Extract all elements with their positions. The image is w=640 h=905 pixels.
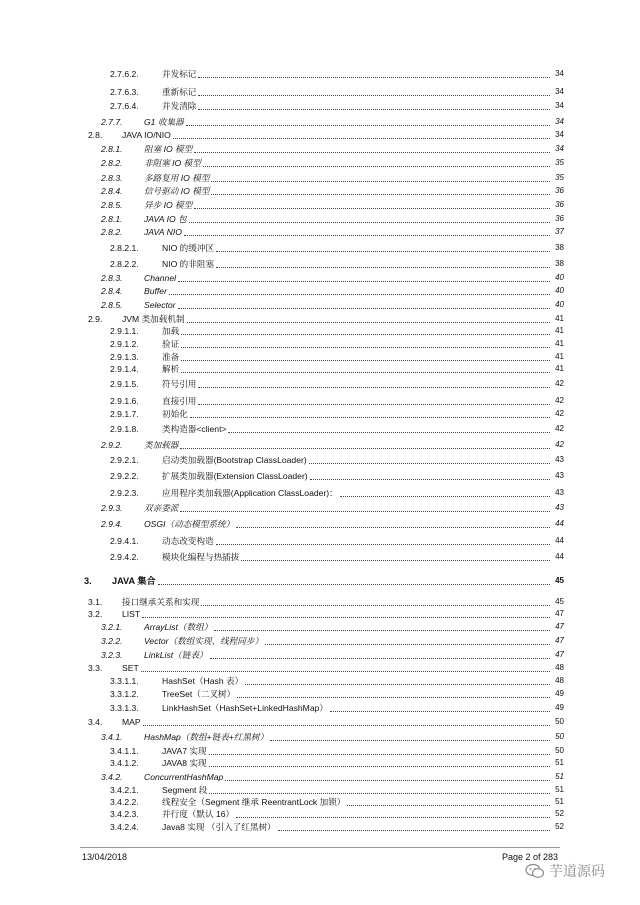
toc-entry-number: 2.7.7. <box>101 117 123 127</box>
toc-entry-number: 2.9.3. <box>101 503 123 513</box>
toc-leader-dots <box>194 140 550 153</box>
toc-entry-number: 2.8.2. <box>101 227 123 237</box>
toc-entry-number: 2.8.5. <box>101 200 123 210</box>
toc-entry-number: 2.8.1. <box>101 214 123 224</box>
toc-entry-number: 2.8.4. <box>101 186 123 196</box>
toc-leader-dots <box>211 169 550 182</box>
toc-entry-number: 2.8. <box>88 130 103 140</box>
toc-entry[interactable] <box>0 226 640 238</box>
toc-entry-title: TreeSet（二叉树） <box>162 689 236 699</box>
toc-entry-number: 2.9. <box>88 314 103 324</box>
wechat-icon <box>525 863 545 879</box>
toc-leader-dots <box>209 754 550 767</box>
toc-entry-title: 阻塞 IO 模型 <box>144 144 193 154</box>
toc-leader-dots <box>169 282 550 295</box>
toc-entry[interactable] <box>0 454 640 466</box>
toc-entry-number: 2.8.5. <box>101 300 123 310</box>
toc-entry-title: NIO 的非阻塞 <box>162 259 215 269</box>
toc-entry-title: 准备 <box>162 352 180 362</box>
toc-entry-title: 加载 <box>162 326 180 336</box>
toc-entry-page: 48 <box>555 663 564 672</box>
toc-entry-number: 2.9.1.1. <box>110 326 139 336</box>
toc-entry-title: JAVA IO/NIO <box>122 130 171 140</box>
toc-entry-number: 2.7.6.2. <box>110 69 139 79</box>
toc-entry-page: 45 <box>555 576 564 585</box>
toc-entry[interactable] <box>0 439 640 451</box>
toc-entry-number: 2.9.1.6. <box>110 396 139 406</box>
toc-entry-page: 38 <box>555 259 564 268</box>
toc-leader-dots <box>173 126 550 139</box>
toc-entry-number: 3.3. <box>88 663 103 673</box>
toc-leader-dots <box>225 768 550 781</box>
toc-entry[interactable] <box>0 716 640 728</box>
toc-entry-number: 3.2. <box>88 609 103 619</box>
toc-entry-page: 49 <box>555 703 564 712</box>
toc-entry[interactable] <box>0 157 640 169</box>
toc-leader-dots <box>214 618 550 631</box>
toc-leader-dots <box>198 65 550 78</box>
toc-entry-number: 2.8.4. <box>101 286 123 296</box>
toc-entry-page: 35 <box>555 158 564 167</box>
toc-entry[interactable] <box>0 518 640 530</box>
toc-entry-title: 扩展类加载器(Extension ClassLoader) <box>162 471 308 481</box>
toc-entry[interactable] <box>0 363 640 375</box>
footer-divider <box>80 847 560 848</box>
toc-leader-dots <box>190 405 550 418</box>
toc-leader-dots <box>310 467 550 480</box>
toc-leader-dots <box>181 335 550 348</box>
toc-entry-title: ConcurrentHashMap <box>144 772 224 782</box>
toc-entry-number: 2.8.3. <box>101 173 123 183</box>
toc-entry-page: 40 <box>555 273 564 282</box>
toc-entry-title: 并发标记 <box>162 69 197 79</box>
toc-entry-number: 3.1. <box>88 597 103 607</box>
toc-entry-number: 2.9.4.1. <box>110 536 139 546</box>
toc-entry-page: 34 <box>555 130 564 139</box>
toc-entry-number: 3.4. <box>88 717 103 727</box>
toc-entry[interactable] <box>0 502 640 514</box>
toc-leader-dots <box>216 255 550 268</box>
toc-entry-page: 48 <box>555 676 564 685</box>
toc-entry-title: JAVA 集合 <box>112 576 156 586</box>
toc-leader-dots <box>194 196 550 209</box>
toc-entry-title: MAP <box>122 717 141 727</box>
toc-leader-dots <box>198 375 550 388</box>
toc-leader-dots <box>241 548 550 561</box>
toc-leader-dots <box>189 210 550 223</box>
toc-entry-page: 40 <box>555 300 564 309</box>
toc-entry-number: 2.9.1.3. <box>110 352 139 362</box>
toc-leader-dots <box>236 805 550 818</box>
toc-entry-number: 3. <box>84 576 92 586</box>
toc-entry-number: 2.9.1.7. <box>110 409 139 419</box>
toc-entry-page: 34 <box>555 101 564 110</box>
toc-leader-dots <box>141 659 550 672</box>
toc-entry-number: 3.4.1.1. <box>110 746 139 756</box>
toc-entry-title: Channel <box>144 273 177 283</box>
toc-entry-title: 接口继承关系和实现 <box>122 597 200 607</box>
toc-entry-page: 36 <box>555 214 564 223</box>
toc-entry-page: 35 <box>555 173 564 182</box>
toc-leader-dots <box>210 646 550 659</box>
toc-entry-number: 2.8.1. <box>101 144 123 154</box>
toc-entry-page: 42 <box>555 379 564 388</box>
toc-leader-dots <box>142 605 550 618</box>
toc-entry-title: Selector <box>144 300 176 310</box>
toc-leader-dots <box>236 515 550 528</box>
toc-leader-dots <box>216 532 550 545</box>
toc-entry-title: JAVA8 实现 <box>162 758 207 768</box>
footer-date: 13/04/2018 <box>82 852 128 862</box>
footer-page-number: Page 2 of 283 <box>501 852 558 862</box>
toc-entry-number: 3.2.2. <box>101 636 123 646</box>
toc-entry[interactable] <box>0 551 640 563</box>
toc-entry[interactable] <box>0 470 640 482</box>
toc-entry-title: HashSet（Hash 表） <box>162 676 244 686</box>
toc-entry-number: 2.9.1.2. <box>110 339 139 349</box>
toc-entry[interactable] <box>0 821 640 833</box>
toc-entry[interactable] <box>0 100 640 112</box>
toc-entry-page: 43 <box>555 503 564 512</box>
toc-entry-number: 2.9.2. <box>101 440 123 450</box>
toc-entry-page: 34 <box>555 144 564 153</box>
toc-entry-title: 重新标记 <box>162 87 197 97</box>
toc-entry-title: 并行度（默认 16） <box>162 809 235 819</box>
toc-entry-number: 3.2.1. <box>101 622 123 632</box>
toc-entry-page: 47 <box>555 622 564 631</box>
toc-leader-dots <box>211 182 550 195</box>
toc-entry-page: 51 <box>555 797 564 806</box>
toc-leader-dots <box>198 392 550 405</box>
toc-leader-dots <box>216 239 550 252</box>
toc-entry[interactable] <box>0 423 640 435</box>
toc-entry-number: 3.4.2. <box>101 772 123 782</box>
toc-entry-title: JAVA NIO <box>144 227 182 237</box>
toc-entry-number: 2.9.4.2. <box>110 552 139 562</box>
toc-entry-page: 36 <box>555 186 564 195</box>
toc-entry-number: 3.4.2.4. <box>110 822 139 832</box>
toc-entry-number: 2.9.1.8. <box>110 424 139 434</box>
toc-leader-dots <box>178 269 550 282</box>
toc-entry-number: 2.9.2.3. <box>110 488 139 498</box>
toc-entry-number: 2.8.2.1. <box>110 243 139 253</box>
toc-entry-page: 43 <box>555 488 564 497</box>
toc-entry-title: 初始化 <box>162 409 188 419</box>
toc-entry-title: 应用程序类加载器(Application ClassLoader)： <box>162 488 338 498</box>
toc-entry-page: 47 <box>555 609 564 618</box>
toc-leader-dots <box>198 97 550 110</box>
toc-entry-page: 37 <box>555 227 564 236</box>
toc-entry-page: 42 <box>555 396 564 405</box>
toc-entry-title: 信号驱动 IO 模型 <box>144 186 210 196</box>
toc-entry-number: 3.3.1.1. <box>110 676 139 686</box>
toc-entry-page: 41 <box>555 352 564 361</box>
toc-entry-page: 51 <box>555 772 564 781</box>
toc-entry-page: 42 <box>555 440 564 449</box>
toc-leader-dots <box>181 322 550 335</box>
toc-entry-number: 3.2.3. <box>101 650 123 660</box>
toc-entry-page: 43 <box>555 471 564 480</box>
toc-entry-title: 直接引用 <box>162 396 197 406</box>
toc-entry-number: 3.4.2.1. <box>110 785 139 795</box>
toc-entry-page: 41 <box>555 314 564 323</box>
toc-entry-title: Vector（数组实现、线程同步） <box>144 636 264 646</box>
toc-entry-number: 3.3.1.2. <box>110 689 139 699</box>
toc-entry-title: 多路复用 IO 模型 <box>144 173 210 183</box>
watermark <box>525 861 605 881</box>
toc-entry-number: 3.4.1.2. <box>110 758 139 768</box>
toc-entry-number: 3.4.2.3. <box>110 809 139 819</box>
toc-entry-title: 非阻塞 IO 模型 <box>144 158 201 168</box>
toc-entry-page: 52 <box>555 809 564 818</box>
toc-leader-dots <box>330 699 550 712</box>
toc-entry-number: 3.4.1. <box>101 732 123 742</box>
toc-entry-title: G1 收集器 <box>144 117 184 127</box>
toc-entry-title: 类构造器<client> <box>162 424 227 434</box>
toc-entry-number: 2.9.4. <box>101 519 123 529</box>
toc-entry-title: 异步 IO 模型 <box>144 200 193 210</box>
toc-entry-number: 2.9.2.2. <box>110 471 139 481</box>
toc-entry-title: 线程安全（Segment 继承 ReentrantLock 加锁） <box>162 797 346 807</box>
toc-leader-dots <box>184 223 550 236</box>
toc-entry-number: 2.9.2.1. <box>110 455 139 465</box>
toc-entry-page: 42 <box>555 424 564 433</box>
toc-entry-page: 45 <box>555 597 564 606</box>
toc-entry-title: JAVA7 实现 <box>162 746 207 756</box>
toc-entry-title: JVM 类加载机制 <box>122 314 185 324</box>
toc-entry-title: Java8 实现 （引入了红黑树） <box>162 822 276 832</box>
toc-entry-page: 40 <box>555 286 564 295</box>
toc-entry-number: 3.4.2.2. <box>110 797 139 807</box>
toc-entry[interactable] <box>0 242 640 254</box>
toc-entry-page: 47 <box>555 636 564 645</box>
watermark-text: 芋道源码 <box>549 863 605 879</box>
toc-leader-dots <box>270 728 550 741</box>
toc-entry-title: 并发清除 <box>162 101 197 111</box>
toc-entry-number: 2.9.1.4. <box>110 364 139 374</box>
toc-entry-number: 2.9.1.5. <box>110 379 139 389</box>
toc-leader-dots <box>158 572 550 585</box>
toc-entry-number: 2.7.6.3. <box>110 87 139 97</box>
toc-entry[interactable] <box>0 487 640 499</box>
toc-entry-title: 模块化编程与热插拔 <box>162 552 240 562</box>
toc-entry-page: 34 <box>555 117 564 126</box>
toc-entry-title: 启动类加载器(Bootstrap ClassLoader) <box>162 455 307 465</box>
toc-entry-title: 符号引用 <box>162 379 197 389</box>
toc-entry-title: SET <box>122 663 139 673</box>
toc-entry[interactable] <box>0 378 640 390</box>
toc-entry-page: 41 <box>555 364 564 373</box>
toc-entry-title: NIO 的缓冲区 <box>162 243 215 253</box>
toc-entry-title: 验证 <box>162 339 180 349</box>
toc-entry-page: 49 <box>555 689 564 698</box>
toc-entry-page: 34 <box>555 69 564 78</box>
toc-entry-number: 3.3.1.3. <box>110 703 139 713</box>
toc-entry-page: 47 <box>555 650 564 659</box>
toc-entry-title: OSGI（动态模型系统） <box>144 519 235 529</box>
toc-leader-dots <box>278 818 550 831</box>
toc-entry-page: 44 <box>555 552 564 561</box>
toc-entry-title: JAVA IO 包 <box>144 214 187 224</box>
toc-entry[interactable] <box>0 575 640 587</box>
toc-leader-dots <box>203 154 550 167</box>
toc-entry[interactable] <box>0 535 640 547</box>
toc-leader-dots <box>180 499 550 512</box>
toc-entry-page: 52 <box>555 822 564 831</box>
toc-entry-title: ArrayList（数组） <box>144 622 213 632</box>
toc-entry-title: LinkHashSet（HashSet+LinkedHashMap） <box>162 703 328 713</box>
toc-entry-number: 2.7.6.4. <box>110 101 139 111</box>
toc-entry-page: 50 <box>555 732 564 741</box>
toc-entry-title: Segment 段 <box>162 785 208 795</box>
toc-leader-dots <box>198 83 550 96</box>
toc-entry-title: Buffer <box>144 286 167 296</box>
toc-leader-dots <box>180 436 550 449</box>
toc-leader-dots <box>237 685 550 698</box>
toc-entry-title: LinkList（链表） <box>144 650 208 660</box>
toc-entry-page: 38 <box>555 243 564 252</box>
toc-entry-title: 双亲委派 <box>144 503 179 513</box>
toc-leader-dots <box>309 451 550 464</box>
toc-entry-number: 2.8.2. <box>101 158 123 168</box>
toc-entry-page: 51 <box>555 758 564 767</box>
toc-entry[interactable] <box>0 68 640 80</box>
toc-leader-dots <box>143 713 550 726</box>
toc-entry-title: LIST <box>122 609 141 619</box>
toc-leader-dots <box>228 420 550 433</box>
toc-entry-page: 51 <box>555 785 564 794</box>
toc-entry-page: 42 <box>555 409 564 418</box>
toc-entry-number: 2.8.3. <box>101 273 123 283</box>
toc-entry-page: 44 <box>555 536 564 545</box>
toc-leader-dots <box>245 672 550 685</box>
toc-entry-page: 50 <box>555 746 564 755</box>
toc-entry-title: 动态改变构造 <box>162 536 214 546</box>
toc-entry-page: 41 <box>555 339 564 348</box>
toc-leader-dots <box>340 484 550 497</box>
toc-leader-dots <box>265 632 550 645</box>
toc-entry-page: 36 <box>555 200 564 209</box>
toc-leader-dots <box>186 113 550 126</box>
toc-entry-page: 34 <box>555 87 564 96</box>
toc-entry-page: 44 <box>555 519 564 528</box>
toc-entry[interactable] <box>0 408 640 420</box>
toc-entry-title: 类加载器 <box>144 440 179 450</box>
toc-entry-title: HashMap（数组+链表+红黑树） <box>144 732 269 742</box>
toc-entry-page: 50 <box>555 717 564 726</box>
toc-entry-page: 43 <box>555 455 564 464</box>
toc-leader-dots <box>181 360 550 373</box>
toc-entry-title: 解析 <box>162 364 180 374</box>
toc-entry-page: 41 <box>555 326 564 335</box>
toc-leader-dots <box>178 296 550 309</box>
toc-entry-number: 2.8.2.2. <box>110 259 139 269</box>
